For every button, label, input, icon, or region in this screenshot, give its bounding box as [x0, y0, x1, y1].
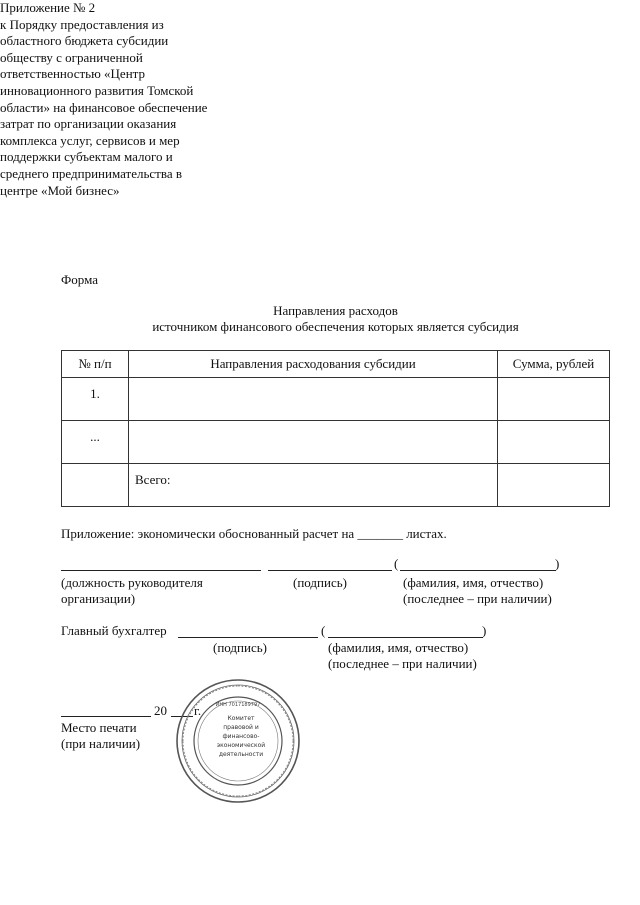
- table-cell: [498, 464, 610, 507]
- signature-label: (подпись): [293, 575, 347, 590]
- appendix-block: [0, 0, 240, 199]
- stamp-text: Комитет: [227, 715, 255, 722]
- seal-label-2: (при наличии): [61, 736, 141, 751]
- table-cell: [129, 421, 498, 464]
- open-paren: (: [394, 556, 399, 571]
- accountant-fio-label-2: (последнее – при наличии): [328, 656, 477, 671]
- stamp-inn: ИНН 7017189797: [215, 702, 261, 708]
- open-paren: (: [321, 623, 326, 638]
- col-header-number: № п/п: [62, 351, 129, 378]
- page-title: Направления расходов: [273, 303, 398, 318]
- table-cell: [129, 378, 498, 421]
- stamp-seal-icon: [175, 678, 301, 804]
- fio-line: [400, 570, 556, 571]
- form-label: Форма: [61, 272, 98, 287]
- page-subtitle: источником финансового обеспечения которых является субсидия: [152, 319, 519, 334]
- table-cell: [62, 464, 129, 507]
- total-label: Всего:: [129, 464, 498, 507]
- date-line: [61, 716, 151, 717]
- appendix-line: среднего предпринимательства в: [0, 165, 182, 181]
- accountant-fio-label: (фамилия, имя, отчество): [328, 640, 469, 655]
- appendix-line: областного бюджета субсидии: [0, 33, 169, 49]
- appendix-line: Приложение № 2: [0, 0, 96, 15]
- appendix-line: затрат по организации оказания: [0, 116, 177, 132]
- chief-accountant-label: Главный бухгалтер: [61, 623, 167, 638]
- col-header-direction: Направления расходования субсидии: [129, 351, 498, 378]
- table-cell: [498, 421, 610, 464]
- appendix-line: инновационного развития Томской: [0, 82, 194, 98]
- col-header-sum: Сумма, рублей: [498, 351, 610, 378]
- table-row: [62, 421, 610, 464]
- table-row: [62, 378, 610, 421]
- stamp-text: деятельности: [218, 751, 264, 758]
- table-cell: ...: [62, 421, 129, 464]
- position-label-2: организации): [61, 591, 136, 606]
- appendix-line: комплекса услуг, сервисов и мер: [0, 132, 180, 148]
- position-label: (должность руководителя: [61, 575, 203, 590]
- appendix-line: к Порядку предоставления из: [0, 16, 164, 32]
- accountant-fio-line: [328, 637, 483, 638]
- attachment-note: Приложение: экономически обоснованный расчет на _______ листах.: [61, 526, 447, 541]
- appendix-line: области» на финансовое обеспечение: [0, 99, 208, 115]
- year-suffix: г.: [194, 703, 202, 718]
- expenses-table: [61, 350, 610, 507]
- seal-label: Место печати: [61, 720, 137, 735]
- appendix-line: ответственностью «Центр: [0, 66, 145, 82]
- appendix-line: поддержки субъектам малого и: [0, 149, 173, 165]
- stamp-text: финансово-: [222, 733, 260, 740]
- close-paren: ): [482, 623, 487, 638]
- table-cell: 1.: [62, 378, 129, 421]
- accountant-signature-label: (подпись): [213, 640, 267, 655]
- close-paren: ): [555, 556, 560, 571]
- table-cell: [498, 378, 610, 421]
- table-header-row: [62, 351, 610, 378]
- table-row-total: [62, 464, 610, 507]
- stamp-text: экономической: [216, 742, 266, 749]
- stamp-text: правовой и: [223, 724, 259, 731]
- appendix-line: центре «Мой бизнес»: [0, 182, 120, 198]
- position-line: [61, 570, 261, 571]
- fio-label-2: (последнее – при наличии): [403, 591, 552, 606]
- signature-line: [268, 570, 392, 571]
- fio-label: (фамилия, имя, отчество): [403, 575, 544, 590]
- accountant-signature-line: [178, 637, 318, 638]
- year-prefix: 20: [154, 703, 167, 718]
- appendix-line: обществу с ограниченной: [0, 49, 143, 65]
